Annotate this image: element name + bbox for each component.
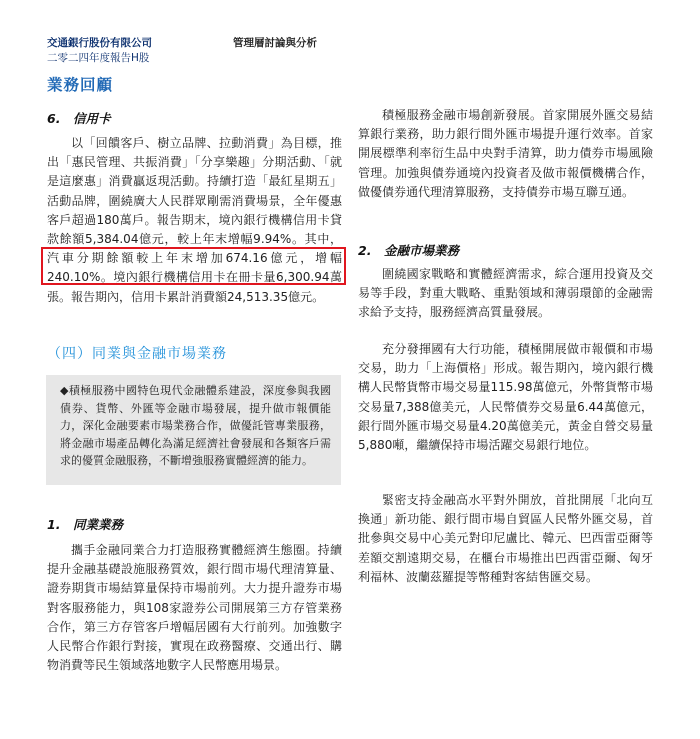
financial-market-number: 2. [358, 243, 372, 258]
interbank-block [47, 515, 342, 675]
interbank-heading [47, 515, 342, 533]
right-para-3: 充分發揮國有大行功能，積極開展做市報價和市場交易，助力「上海價格」形成。報告期內，境內銀行機構人民幣貨幣市場交易量115.98萬億元，外幣貨幣市場交易量7,388億美元，人民幣債券交易量6.44萬億元，銀行間外匯市場交易量4.20萬億美元，黃金自營交易量5,880噸，繼續保持市場活躍交易銀行地位。 [358, 342, 653, 453]
interbank-title: 同業業務 [73, 517, 124, 532]
right-column [358, 106, 653, 202]
credit-card-title: 信用卡 [73, 111, 111, 126]
summary-highlight-box: ◆積極服務中國特色現代金融體系建設，深度參與我國債券、貨幣、外匯等金融市場發展，提升做市報價能力，深化金融要素市場業務合作，做優託管專業服務，將金融市場產品轉化為滿足經濟社會發展和各類客戶需求的優質金融服務，不斷增強服務實體經濟的能力。 [46, 375, 341, 485]
financial-market-title: 金融市場業務 [384, 243, 460, 258]
header-company: 交通銀行股份有限公司 [47, 37, 152, 49]
interbank-text: 攜手金融同業合力打造服務實體經濟生態圈。持續提升金融基礎設施服務質效，銀行間市場代理清算量、證券期貨市場結算量保持市場前列。大力提升證券市場對客服務能力，與108家證券公司開展第三方存管業務合作，第三方存管客戶增幅居國有大行前列。加強數字人民幣合作銀行對接，實現在政務醫療、交通出行、購物消費等民生領域落地數字人民幣應用場景。 [47, 543, 342, 673]
interbank-number: 1. [47, 517, 61, 532]
header-report: 二零二四年度報告H股 [47, 52, 150, 64]
financial-market-heading [358, 241, 653, 259]
right-para-1: 積極服務金融市場創新發展。首家開展外匯交易結算銀行業務，助力銀行間外匯市場提升運行效率。首家開展標準利率衍生品中央對手清算，助力債券市場風險管理。加強與債券通境內投資者及做市報價機構合作，做優債券通代理清算服務，支持債券市場互聯互通。 [358, 108, 653, 199]
right-para-4: 緊密支持金融高水平對外開放，首批開展「北向互換通」新功能、銀行間市場自貿區人民幣外匯交易，首批參與交易中心美元對印尼盧比、韓元、巴西雷亞爾等差額交割遠期交易，在櫃台市場推出巴西雷亞爾、匈牙利福林、波蘭茲羅提等幣種對客結售匯交易。 [358, 493, 653, 584]
header-section: 管理層討論與分析 [233, 37, 317, 49]
credit-card-text: 以「回饋客戶、樹立品牌、拉動消費」為目標，推出「惠民管理、共振消費」「分享樂趣」分期活動、「就是這麼惠」消費贏返現活動。持續打造「最紅星期五」活動品牌，圍繞廣大人民群眾剛需消費場景，全年優惠客戶超過180萬戶。報告期末，境內銀行機構信用卡貸款餘額5,384.04億元，較上年末增幅9.94%。其中，汽車分期餘額較上年末增加674.16億元，增幅240.10%。境內銀行機構信用卡在冊卡量6,300.94萬張。報告期內，信用卡累計消費額24,513.35億元。 [47, 136, 342, 304]
right-para-3-block [358, 340, 653, 455]
financial-market-block [358, 241, 653, 323]
right-para-4-block [358, 491, 653, 587]
highlight-annotation-box [41, 247, 346, 285]
credit-card-number: 6. [47, 111, 61, 126]
right-para-2: 圍繞國家戰略和實體經濟需求，綜合運用投資及交易等手段，對重大戰略、重點領域和薄弱環節的金融需求給予支持，服務經濟高質量發展。 [358, 267, 653, 320]
subsection-title: （四）同業與金融市場業務 [47, 346, 227, 362]
section-title: 業務回顧 [47, 76, 114, 94]
credit-card-heading [47, 109, 342, 127]
